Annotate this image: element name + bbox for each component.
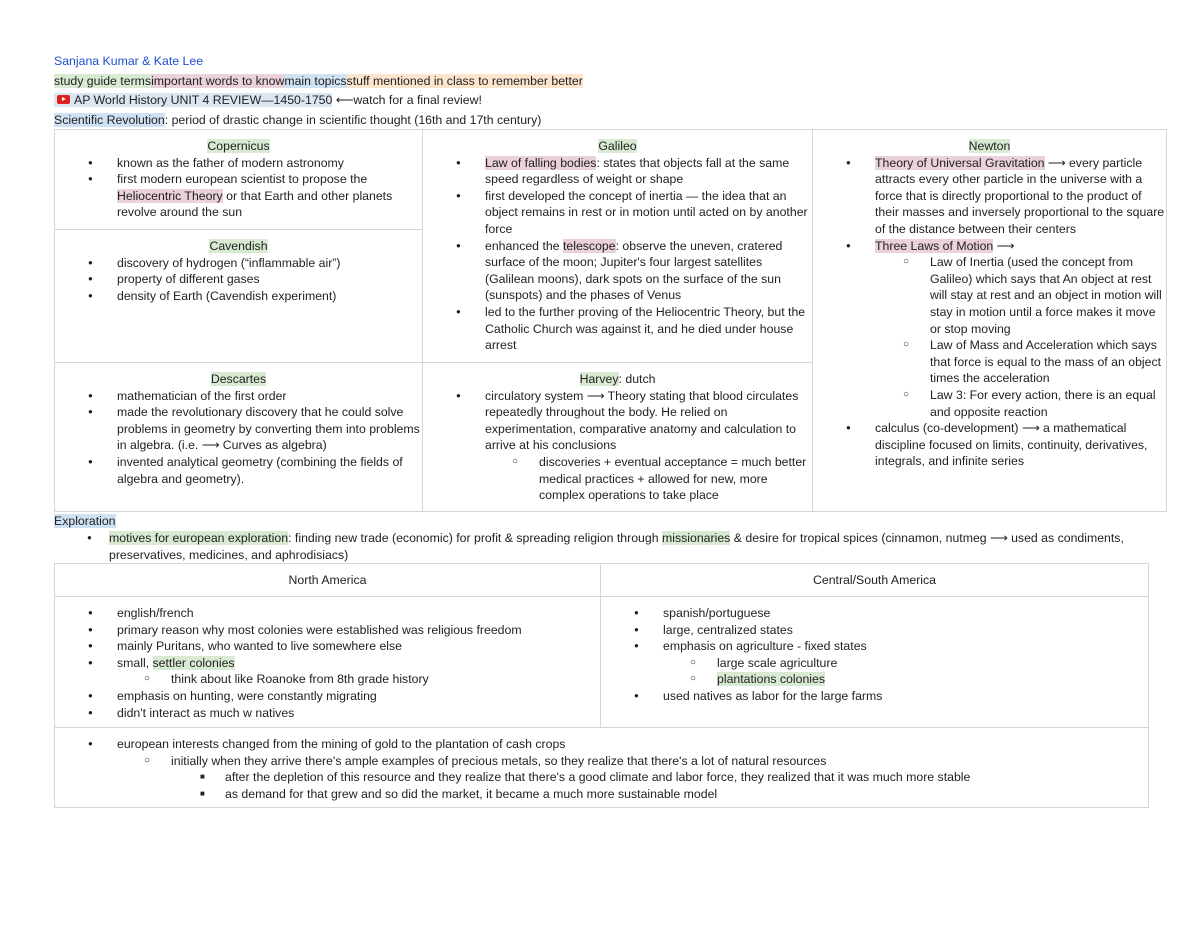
harvey-name: Harvey [579, 372, 619, 386]
americas-table [54, 563, 1149, 808]
missionaries-term: missionaries [661, 531, 731, 545]
video-link[interactable] [54, 93, 332, 107]
list-item-text: & desire for tropical spices (cinnamon, nutmeg ⟶ used as condiments, preservatives, medicines, and aphrodisiacs) [109, 531, 1124, 562]
list-item-text: : states that objects fall at the same speed regardless of weight or shape [485, 155, 790, 187]
list-item [813, 238, 1166, 255]
copernicus-name: Copernicus [207, 139, 270, 153]
galileo-cell [423, 130, 813, 363]
list-item-text: small, [117, 655, 153, 670]
plantation-colonies-term: plantations colonies [717, 672, 826, 687]
falling-bodies-term: Law of falling bodies [485, 155, 597, 170]
list-item: ● calculus (co-development) ⟶ a mathematical discipline focused on limits, continuity, derivatives, integrals, and infinite series [813, 420, 1166, 470]
galileo-list [423, 155, 812, 354]
list-item: ○ large scale agriculture [601, 655, 1148, 672]
gravitation-term: Theory of Universal Gravitation [875, 155, 1045, 170]
list-item: ○ think about like Roanoke from 8th grade history [55, 671, 600, 688]
laws-of-motion-term: Three Laws of Motion [875, 238, 994, 253]
sci-rev-term: Scientific Revolution [54, 112, 165, 127]
list-item: ● invented analytical geometry (combining the fields of algebra and geometry). [55, 454, 422, 487]
legend-main-topics: main topics [284, 73, 347, 88]
list-item-text: : observe the uneven, cratered surface of the moon; Jupiter's four largest satellites (Galilean moons), dark spots on the surface of the sun (sunspots) and the phases of Venus [485, 238, 783, 303]
galileo-name: Galileo [598, 139, 637, 153]
list-item: ● first developed the concept of inertia — the idea that an object remains in rest or in motion until acted on by another force [423, 188, 812, 238]
list-item-text: or that Earth and other planets revolve around the sun [117, 188, 393, 220]
list-item-text: first modern european scientist to propose the [117, 172, 368, 187]
list-item: ● made the revolutionary discovery that he could solve problems in geometry by converting them into problems in algebra. (i.e. ⟶ Curves as algebra) [55, 404, 422, 454]
harvey-nationality: : dutch [618, 372, 656, 386]
list-item: ○ initially when they arrive there's ample examples of precious metals, so they realize that there's a lot of natural resources [55, 753, 1148, 770]
motives-term: motives for european exploration [109, 531, 289, 545]
list-item: ○ Law of Mass and Acceleration which says that force is equal to the mass of an object times the acceleration [813, 337, 1166, 387]
list-item: ● density of Earth (Cavendish experiment) [55, 288, 422, 305]
sci-rev-definition: : period of drastic change in scientific thought (16th and 17th century) [164, 112, 542, 127]
cavendish-list [55, 255, 422, 305]
list-item [423, 155, 812, 188]
cash-crops-cell [55, 728, 1149, 807]
cavendish-name: Cavendish [209, 239, 268, 253]
list-item: ● discovery of hydrogen (“inflammable air”) [55, 255, 422, 272]
video-note: ⟵watch for a final review! [332, 93, 482, 108]
heliocentric-term: Heliocentric Theory [117, 188, 223, 203]
scientists-table [54, 129, 1167, 512]
list-item-text: : finding new trade (economic) for profit & spreading religion through [288, 531, 662, 545]
sci-rev-heading [54, 112, 1166, 129]
cash-crops-list [55, 736, 1148, 802]
list-item: ■ after the depletion of this resource and they realize that there's a good climate and labor force, they realized that it was much more stable [55, 769, 1148, 786]
list-item [423, 238, 812, 304]
descartes-name: Descartes [210, 372, 267, 386]
cavendish-cell [55, 230, 423, 363]
exploration-heading [54, 513, 116, 530]
youtube-play-icon [57, 95, 70, 104]
list-item: ● emphasis on agriculture - fixed states [601, 638, 1148, 655]
harvey-cell [423, 363, 813, 512]
list-item: ■ as demand for that grew and so did the market, it became a much more sustainable model [55, 786, 1148, 803]
north-america-list [55, 605, 600, 721]
newton-name: Newton [968, 139, 1011, 153]
list-item: ● circulatory system ⟶ Theory stating that blood circulates repeatedly throughout the body. He relied on experimentation, comparative anatomy and calculation to arrive at his conclusions [423, 388, 812, 454]
newton-list [813, 155, 1166, 470]
descartes-list [55, 388, 422, 488]
list-item: ● property of different gases [55, 271, 422, 288]
legend-class-notes: stuff mentioned in class to remember better [346, 73, 583, 88]
descartes-cell [55, 363, 423, 512]
list-item [55, 171, 422, 221]
legend-important-words: important words to know [151, 73, 285, 88]
list-item: ● european interests changed from the mining of gold to the plantation of cash crops [55, 736, 1148, 753]
list-item [55, 655, 600, 672]
harvey-list [423, 388, 812, 504]
video-title: AP World History UNIT 4 REVIEW—1450-1750 [74, 93, 333, 108]
list-item: ● didn't interact as much w natives [55, 705, 600, 722]
newton-cell [813, 130, 1167, 512]
list-item: ● mainly Puritans, who wanted to live somewhere else [55, 638, 600, 655]
list-item: ● primary reason why most colonies were established was religious freedom [55, 622, 600, 639]
copernicus-cell [55, 130, 423, 230]
north-america-header: North America [55, 564, 601, 597]
list-item [813, 155, 1166, 238]
list-item: ● known as the father of modern astronomy [55, 155, 422, 172]
list-item: ● mathematician of the first order [55, 388, 422, 405]
list-item: ● used natives as labor for the large farms [601, 688, 1148, 705]
list-item: ● led to the further proving of the Heliocentric Theory, but the Catholic Church was against it, and he died under house arrest [423, 304, 812, 354]
exploration-title: Exploration [54, 514, 116, 528]
color-legend [54, 73, 1166, 90]
exploration-list [54, 530, 1166, 563]
settler-colonies-term: settler colonies [152, 655, 235, 670]
video-link-line [54, 92, 1166, 109]
list-item: ● emphasis on hunting, were constantly migrating [55, 688, 600, 705]
copernicus-list [55, 155, 422, 221]
list-item: ● large, centralized states [601, 622, 1148, 639]
list-item: ● spanish/portuguese [601, 605, 1148, 622]
list-item [601, 671, 1148, 688]
north-america-cell [55, 597, 601, 728]
central-america-list [601, 605, 1148, 705]
list-item-text: ⟶ every particle attracts every other particle in the universe with a force that is directly proportional to the product of their masses and inversely proportional to the square of the distance between their centers [875, 155, 1165, 236]
list-item: ○ Law 3: For every action, there is an equal and opposite reaction [813, 387, 1166, 420]
legend-study-guide-terms: study guide terms [54, 73, 152, 88]
telescope-term: telescope [562, 238, 616, 253]
list-item-text: ⟶ [993, 238, 1015, 253]
document-page [54, 53, 1166, 801]
list-item: ○ Law of Inertia (used the concept from Galileo) which says that An object at rest will stay at rest and an object in motion will stay in motion until a force makes it move or stop moving [813, 254, 1166, 337]
list-item [54, 530, 1166, 563]
central-america-header: Central/South America [601, 564, 1149, 597]
list-item-text: enhanced the [485, 238, 563, 253]
central-america-cell [601, 597, 1149, 728]
list-item: ○ discoveries + eventual acceptance = much better medical practices + allowed for new, more complex operations to take place [423, 454, 812, 504]
authors-line: Sanjana Kumar & Kate Lee [54, 54, 204, 68]
list-item: ● english/french [55, 605, 600, 622]
